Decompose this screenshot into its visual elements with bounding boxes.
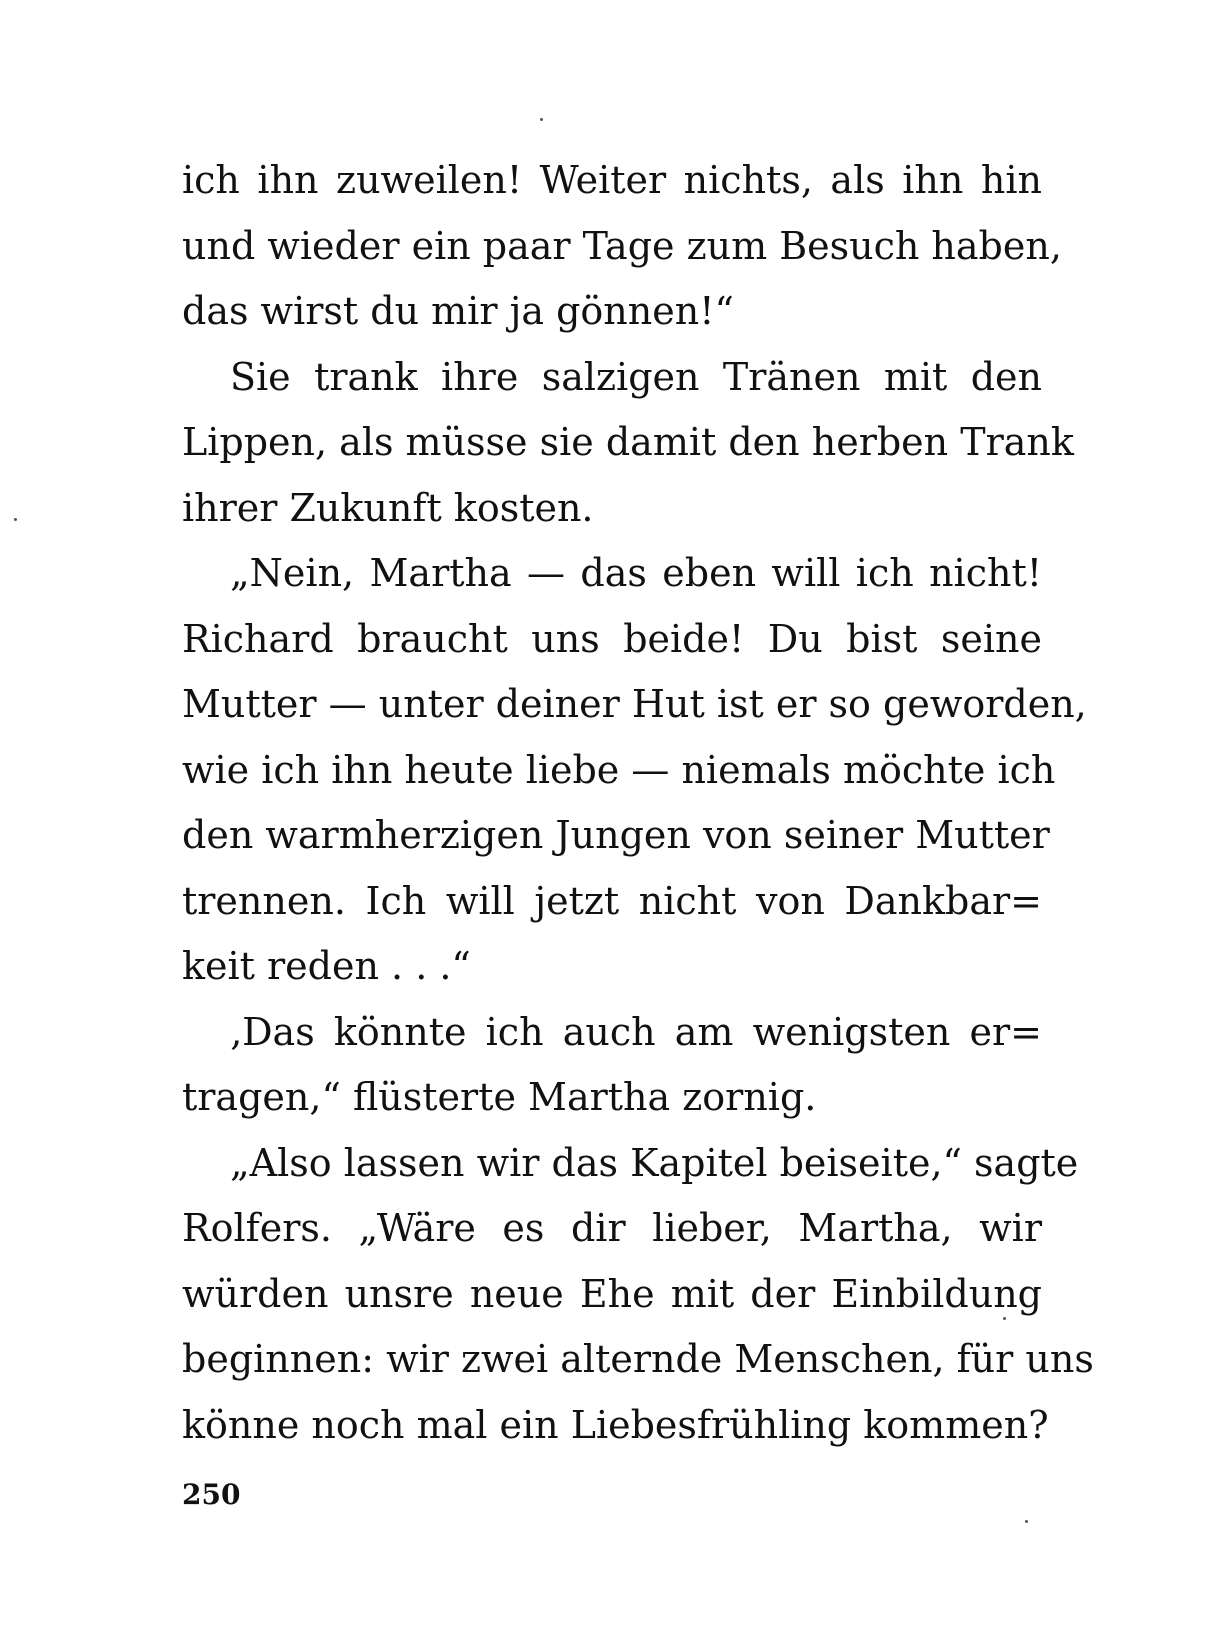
text-line: ich ihn zuweilen! Weiter nichts, als ihn hin xyxy=(182,158,1042,202)
text-line: könne noch mal ein Liebesfrühling kommen? xyxy=(182,1402,1049,1447)
text-line: tragen,“ flüsterte Martha zornig. xyxy=(182,1075,817,1119)
text-line: Lippen, als müsse sie damit den herben Trank xyxy=(182,420,1074,464)
text-line: „Nein, Martha — das eben will ich nicht! xyxy=(230,551,1042,595)
text-line: Sie trank ihre salzigen Tränen mit den xyxy=(230,354,1042,399)
scan-speck xyxy=(14,518,17,521)
text-line: wie ich ihn heute liebe — niemals möchte ich xyxy=(182,747,1056,792)
text-line: das wirst du mir ja gönnen!“ xyxy=(182,289,734,333)
text-line: und wieder ein paar Tage zum Besuch haben, xyxy=(182,223,1062,268)
paragraph xyxy=(182,345,1074,542)
text-line: keit reden . . .“ xyxy=(182,944,471,988)
text-line: ihrer Zukunft kosten. xyxy=(182,485,594,530)
body-text xyxy=(182,148,1094,1458)
paragraph xyxy=(182,1000,1042,1131)
paragraph xyxy=(182,1131,1094,1459)
paragraph xyxy=(182,148,1062,345)
text-line: trennen. Ich will jetzt nicht von Dankbar= xyxy=(182,878,1042,923)
text-line: den warmherzigen Jungen von seiner Mutter xyxy=(182,813,1050,857)
scan-speck xyxy=(1025,1520,1028,1523)
text-line: beginnen: wir zwei alternde Menschen, für uns xyxy=(182,1337,1094,1381)
paragraph xyxy=(182,541,1087,1000)
text-line: würden unsre neue Ehe mit der Einbildung xyxy=(182,1271,1042,1316)
text-line: Richard braucht uns beide! Du bist seine xyxy=(182,616,1042,661)
text-line: Rolfers. „Wäre es dir lieber, Martha, wir xyxy=(182,1206,1042,1250)
text-line: „Also lassen wir das Kapitel beiseite,“ sagte xyxy=(230,1140,1079,1185)
page-number: 250 xyxy=(182,1478,241,1511)
text-line: Mutter — unter deiner Hut ist er so geworden, xyxy=(182,682,1087,726)
scan-speck xyxy=(540,118,543,121)
text-line: ‚Das könnte ich auch am wenigsten er= xyxy=(230,1009,1042,1054)
